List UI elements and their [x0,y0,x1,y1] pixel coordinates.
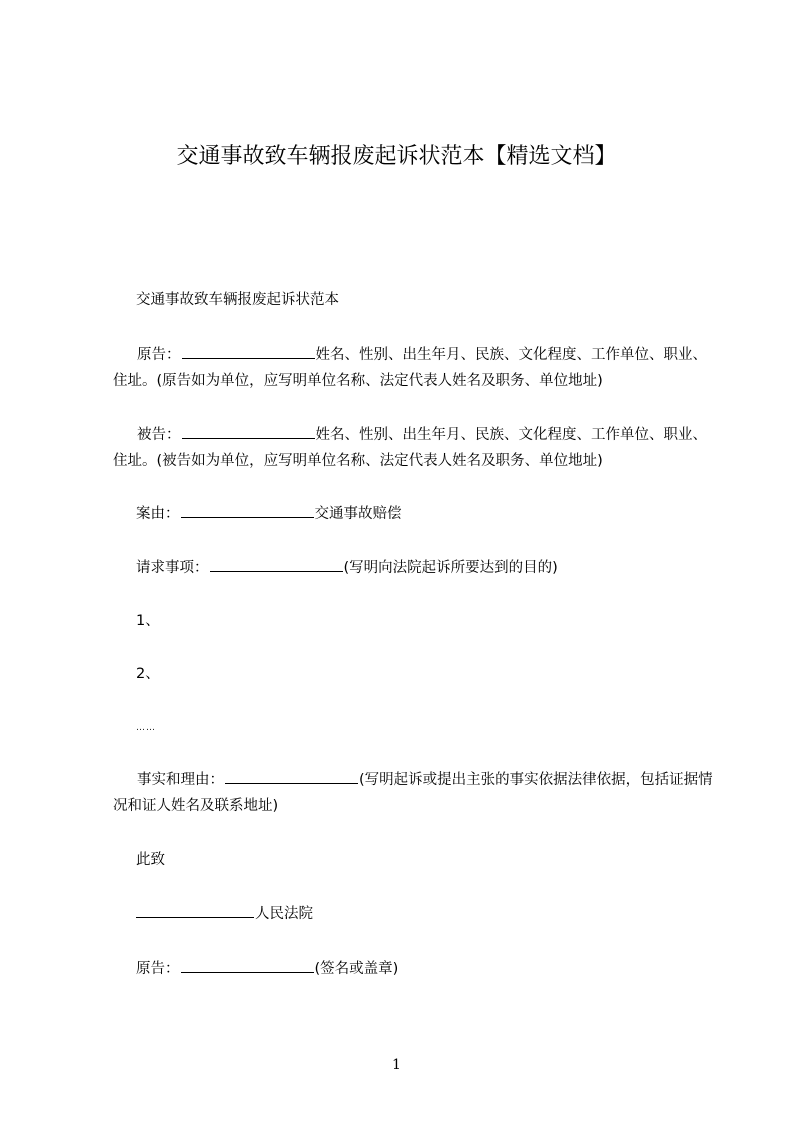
claims-label: 请求事项： [136,560,209,576]
plaintiff-blank [182,344,315,359]
signature-note: (签名或盖章) [314,961,399,977]
signature-label: 原告： [136,961,180,977]
document-subtitle: 交通事故致车辆报废起诉状范本 [136,292,339,308]
claims-blank [210,557,343,572]
defendant-blank [182,424,315,439]
facts-note: (写明起诉或提出主张的事实依据法律依据，包括证据情况和证人姓名及联系地址) [113,772,713,814]
cause-blank [181,503,314,518]
court-line [136,903,313,924]
cause-label: 案由： [136,506,180,522]
plaintiff-label: 原告： [137,347,181,363]
facts-paragraph [113,767,713,819]
claim-item-1: 1、 [136,613,160,629]
claims-note: (写明向法院起诉所要达到的目的) [343,560,558,576]
plaintiff-paragraph [113,342,713,394]
page-number: 1 [392,1057,401,1073]
claims-line [136,557,558,578]
defendant-label: 被告： [137,427,181,443]
court-name: 人民法院 [255,906,313,922]
facts-label: 事实和理由： [137,772,224,788]
plaintiff-fields: 姓名、性别、出生年月、民族、文化程度、工作单位、职业、住址。(原告如为单位，应写明单位名称、法定代表人姓名及职务、单位地址) [113,347,707,389]
claims-ellipsis: …… [136,723,156,733]
closing-line: 此致 [136,852,165,868]
signature-line [136,958,398,979]
defendant-paragraph [113,422,713,474]
claim-item-2: 2、 [136,666,160,682]
defendant-fields: 姓名、性别、出生年月、民族、文化程度、工作单位、职业、住址。(被告如为单位，应写明单位名称、法定代表人姓名及职务、单位地址) [113,427,707,469]
court-blank [136,903,254,918]
document-title: 交通事故致车辆报废起诉状范本【精选文档】 [176,144,617,169]
facts-blank [225,769,358,784]
cause-value: 交通事故赔偿 [314,506,402,522]
signature-blank [181,958,314,973]
cause-line [136,503,402,524]
